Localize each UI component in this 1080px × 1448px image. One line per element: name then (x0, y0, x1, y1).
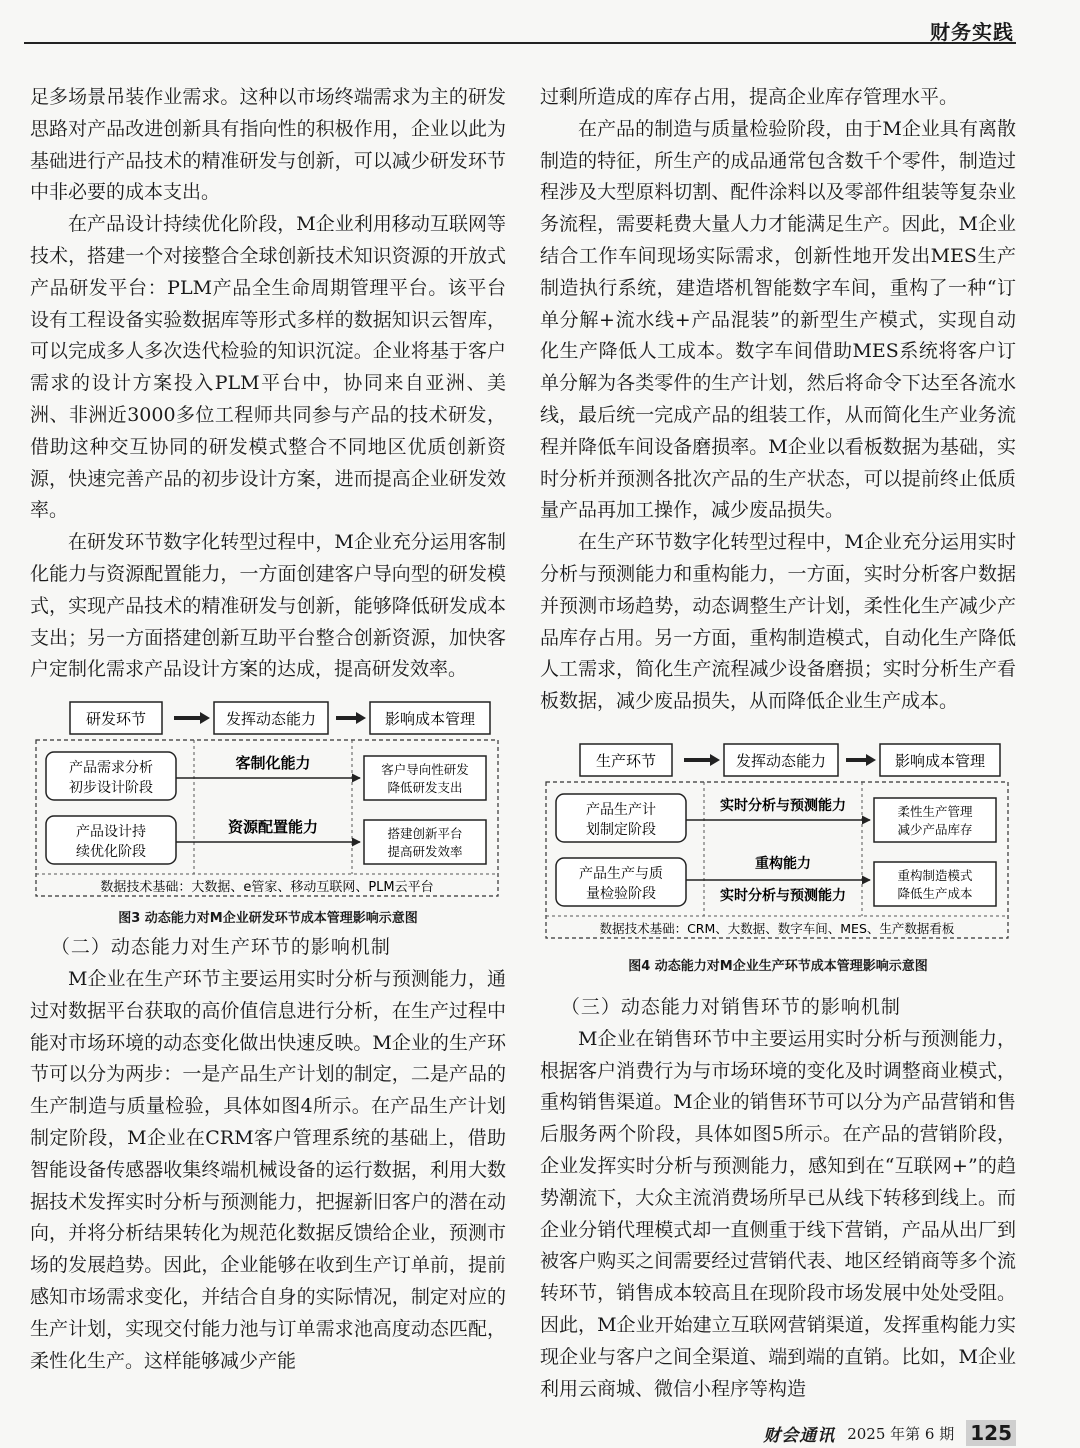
stage2-line2: 量检验阶段 (586, 885, 656, 902)
stage1-line1: 产品需求分析 (69, 760, 153, 777)
header-cost-text: 影响成本管理 (384, 710, 476, 729)
tech-base-text: 数据技术基础：CRM、大数据、数字车间、MES、生产数据看板 (599, 920, 955, 936)
out1-line1: 柔性生产管理 (897, 803, 973, 819)
paragraph: 在产品的制造与质量检验阶段，由于M企业具有离散制造的特征，所生产的成品通常包含数千个零件，制造过程涉及大型原料切割、配件涂料以及零部件组装等复杂业务流程，需要耗费大量人力才能满足生产。因此，M企业结合工作车间现场实际需求，创新性地开发出MES生产制造执行系统，建造塔机智能数字车间，重构了一种“订单分解+流水线+产品混装”的新型生产模式，实现自动化生产降低人工成本。数字车间借助MES系统将客户订单分解为各类零件的生产计划，然后将命令下达至各流水线，最后统一完成产品的组装工作，从而简化生产业务流程并降低车间设备磨损率。M企业以看板数据为基础，实时分析并预测各批次产品的生产状态，可以提前终止低质量产品再加工操作，减少废品损失。 (540, 117, 1016, 522)
paragraph: 足多场景吊装作业需求。这种以市场终端需求为主的研发思路对产品改进创新具有指向性的积极作用，企业以此为基础进行产品技术的精准研发与创新，可以减少研发环节中非必要的成本支出。 (30, 86, 506, 204)
stage1-line1: 产品生产计 (586, 801, 656, 818)
out1-line2: 降低研发支出 (387, 780, 463, 796)
header-stage-text: 研发环节 (85, 710, 147, 729)
section-heading: （三）动态能力对销售环节的影响机制 (560, 995, 901, 1018)
capability-label-2: 资源配置能力 (227, 818, 319, 837)
figure-4 (540, 740, 1016, 978)
stage2-line1: 产品生产与质 (579, 865, 663, 882)
section-heading: （二）动态能力对生产环节的影响机制 (50, 936, 391, 959)
page-header (24, 0, 1016, 44)
paragraph: 在产品设计持续优化阶段，M企业利用移动互联网等技术，搭建一个对接整合全球创新技术知识资源的开放式产品研发平台：PLM产品全生命周期管理平台。该平台设有工程设备实验数据库等形式多样的数据知识云智库，可以完成多人多次迭代检验的知识沉淀。企业将基于客户需求的设计方案投入PLM平台中，协同来自亚洲、美洲、非洲近3000多位工程师共同参与产品的技术研发，借助这种交互协同的研发模式整合不同地区优质创新资源，快速完善产品的初步设计方案，进而提高企业研发效率。 (30, 213, 506, 522)
header-stage-text: 生产环节 (595, 751, 657, 770)
page-footer (763, 1420, 1016, 1446)
section-label: 财务实践 (930, 20, 1014, 44)
capability-label-2a: 重构能力 (755, 855, 811, 872)
header-capability-text: 发挥动态能力 (225, 710, 317, 729)
header-capability-text: 发挥动态能力 (735, 751, 827, 770)
paragraph: M企业在销售环节中主要运用实时分析与预测能力，根据客户消费行为与市场环境的变化及时调整商业模式，重构销售渠道。M企业的销售环节可以分为产品营销和售后服务两个阶段，具体如图5所示。在产品的营销阶段，企业发挥实时分析与预测能力，感知到在“互联网+”的趋势潮流下，大众主流消费场所早已从线下转移到线上。而企业分销代理模式却一直侧重于线下营销，产品从出厂到被客户购买之间需要经过营销代表、地区经销商等多个流转环节，销售成本较高且在现阶段市场发展中处处受阻。因此，M企业开始建立互联网营销渠道，发挥重构能力实现企业与客户之间全渠道、端到端的直销。比如，M企业利用云商城、微信小程序等构造 (540, 1027, 1016, 1400)
out1-line2: 减少产品库存 (897, 821, 973, 837)
left-column (30, 82, 506, 1377)
paragraph: 过剩所造成的库存占用，提高企业库存管理水平。 (540, 86, 959, 108)
journal-name: 财会通讯 (763, 1425, 836, 1446)
out2-line2: 降低生产成本 (897, 885, 973, 901)
header-cost-text: 影响成本管理 (894, 751, 986, 770)
figure-3-diagram (30, 698, 506, 906)
tech-base-text: 数据技术基础：大数据、e管家、移动互联网、PLM云平台 (100, 880, 434, 896)
figure-4-diagram (540, 740, 1016, 948)
out2-line2: 提高研发效率 (387, 844, 463, 860)
capability-label-1: 实时分析与预测能力 (720, 797, 846, 814)
stage1-line2: 划制定阶段 (586, 821, 656, 838)
out2-line1: 重构制造模式 (897, 867, 973, 883)
stage2-line1: 产品设计持 (76, 824, 146, 841)
paragraph: M企业在生产环节主要运用实时分析与预测能力，通过对数据平台获取的高价值信息进行分析，在生产过程中能对市场环境的动态变化做出快速反映。M企业的生产环节可以分为两步：一是产品生产计划的制定，二是产品的生产制造与质量检验，具体如图4所示。在产品生产计划制定阶段，M企业在CRM客户管理系统的基础上，借助智能设备传感器收集终端机械设备的运行数据，利用大数据技术发挥实时分析与预测能力，把握新旧客户的潜在动向，并将分析结果转化为规范化数据反馈给企业，预测市场的发展趋势。因此，企业能够在收到生产订单前，提前感知市场需求变化，并结合自身的实际情况，制定对应的生产计划，实现交付能力池与订单需求池高度动态匹配，柔性化生产。这样能够减少产能 (30, 967, 506, 1372)
out2-line1: 搭建创新平台 (387, 826, 463, 842)
paragraph: 在生产环节数字化转型过程中，M企业充分运用实时分析与预测能力和重构能力，一方面，实时分析客户数据并预测市场趋势，动态调整生产计划，柔性化生产减少产品库存占用。另一方面，重构制造模式，自动化生产降低人工需求，简化生产流程减少设备磨损；实时分析生产看板数据，减少废品损失，从而降低企业生产成本。 (540, 531, 1016, 713)
stage1-line2: 初步设计阶段 (69, 780, 153, 797)
capability-label-2b: 实时分析与预测能力 (720, 887, 846, 904)
figure-4-caption: 图4 动态能力对M企业生产环节成本管理影响示意图 (628, 958, 928, 974)
page-number: 125 (966, 1420, 1016, 1446)
figure-3-caption: 图3 动态能力对M企业研发环节成本管理影响示意图 (118, 911, 418, 927)
right-column (540, 82, 1016, 1405)
capability-label-1: 客制化能力 (235, 754, 311, 773)
out1-line1: 客户导向性研发 (381, 762, 469, 778)
issue-info: 2025 年第 6 期 (847, 1424, 955, 1443)
figure-3 (30, 698, 506, 930)
stage2-line2: 续优化阶段 (76, 844, 146, 861)
paragraph: 在研发环节数字化转型过程中，M企业充分运用客制化能力与资源配置能力，一方面创建客户导向型的研发模式，实现产品技术的精准研发与创新，能够降低研发成本支出；另一方面搭建创新互助平台整合创新资源，加快客户定制化需求产品设计方案的达成，提高研发效率。 (30, 531, 506, 681)
